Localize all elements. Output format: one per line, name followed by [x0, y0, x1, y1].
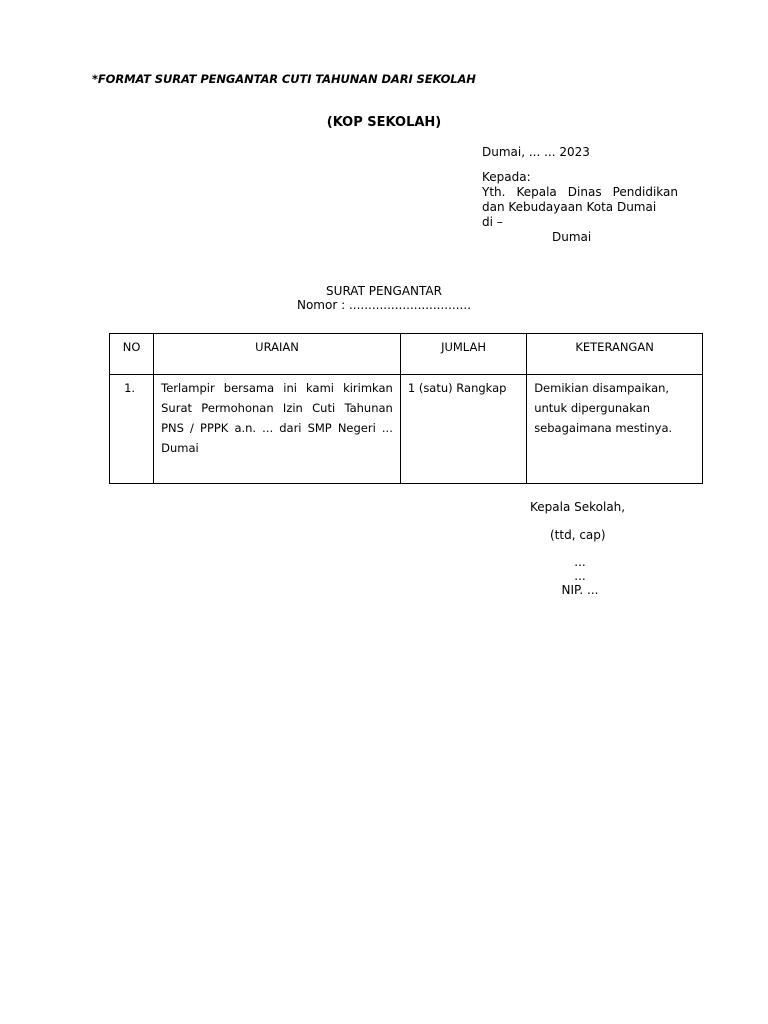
- recipient-line-2: dan Kebudayaan Kota Dumai: [482, 200, 657, 214]
- header-no: NO: [110, 334, 154, 375]
- recipient-line-3: di –: [482, 215, 503, 229]
- cell-keterangan: [527, 375, 703, 484]
- letter-number: Nomor : ................................: [296, 298, 472, 312]
- recipient-city: Dumai: [552, 230, 592, 244]
- signature-name-line-2: ...: [574, 569, 586, 583]
- cell-jumlah: [400, 375, 526, 484]
- signature-nip: NIP. ...: [561, 583, 599, 597]
- header-uraian: URAIAN: [154, 334, 401, 375]
- signature-stamp-note: (ttd, cap): [550, 528, 606, 542]
- cell-keterangan-text: Demikian disampaikan, untuk dipergunakan sebagaimana mestinya.: [534, 381, 673, 435]
- school-letterhead-placeholder: (KOP SEKOLAH): [326, 115, 442, 130]
- recipient-line-1: Yth. Kepala Dinas Pendidikan: [482, 185, 678, 199]
- header-keterangan: KETERANGAN: [527, 334, 703, 375]
- recipient-kepada: Kepada:: [482, 170, 531, 184]
- cell-uraian-text: Terlampir bersama ini kami kirimkan Surat Permohonan Izin Cuti Tahunan PNS / PPPK a.n. ... dari SMP Negeri ... Dumai: [161, 381, 393, 455]
- recipient-block: [482, 170, 678, 245]
- date-line: Dumai, ... ... 2023: [482, 145, 590, 159]
- table-header-row: [110, 334, 703, 375]
- signature-role: Kepala Sekolah,: [530, 500, 626, 514]
- letter-title: SURAT PENGANTAR: [326, 284, 442, 298]
- signature-name-line-1: ...: [574, 555, 586, 569]
- table-row: [110, 375, 703, 484]
- letter-table: [109, 333, 703, 484]
- cell-uraian: [154, 375, 401, 484]
- format-note: *FORMAT SURAT PENGANTAR CUTI TAHUNAN DARI SEKOLAH: [92, 72, 476, 86]
- header-jumlah: JUMLAH: [400, 334, 526, 375]
- cell-no: [110, 375, 154, 484]
- cell-no-text: 1.: [124, 381, 136, 395]
- cell-jumlah-text: 1 (satu) Rangkap: [407, 381, 507, 395]
